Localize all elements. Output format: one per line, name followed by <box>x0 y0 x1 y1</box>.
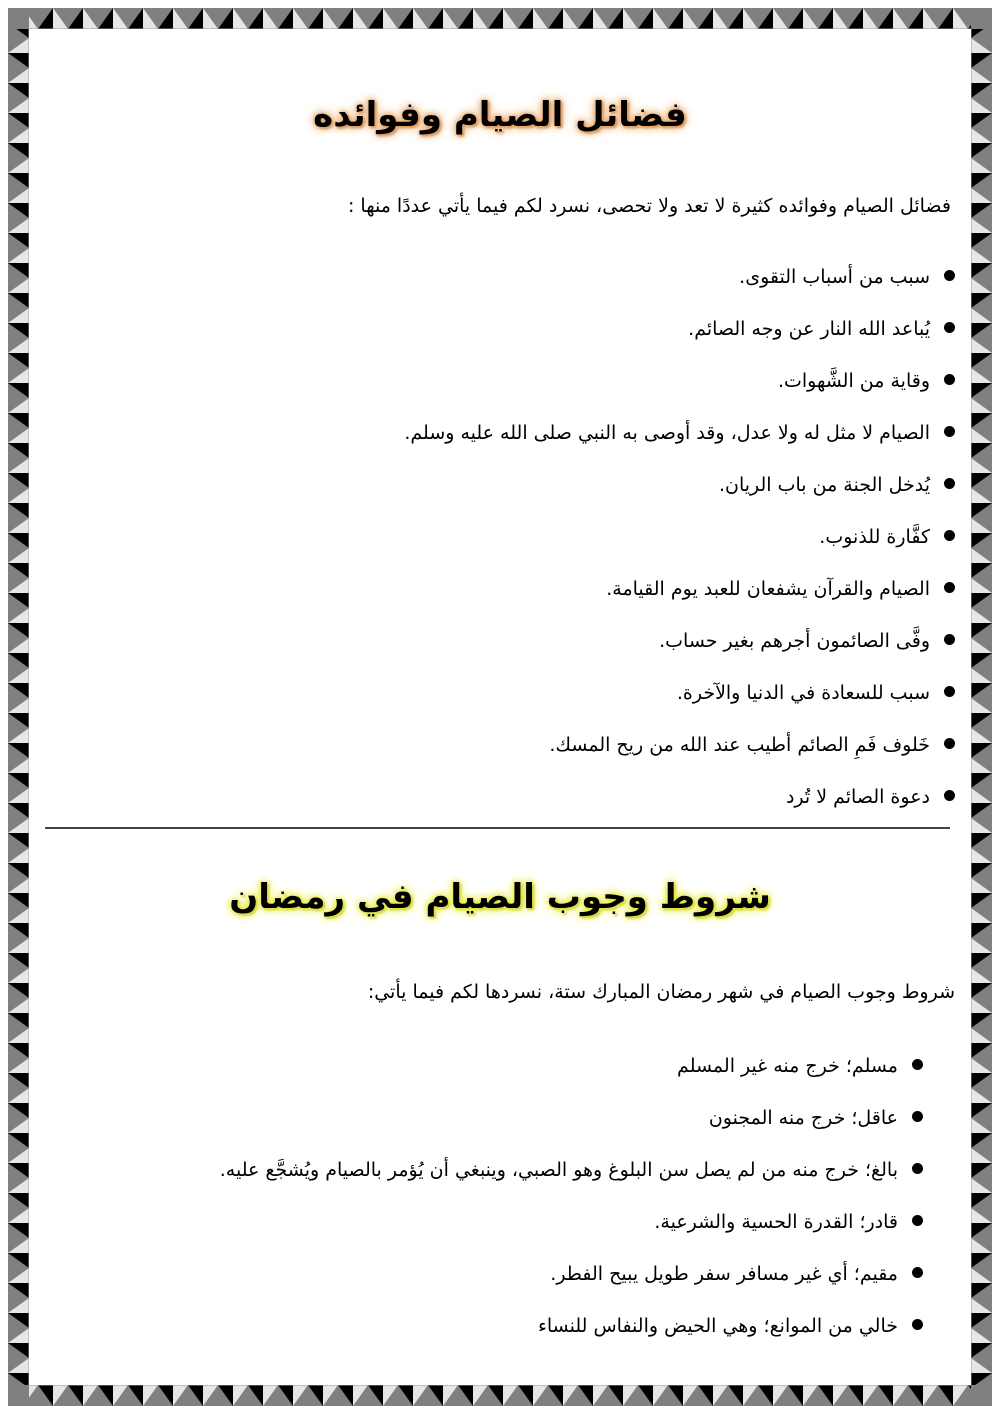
bullet-icon <box>944 634 955 645</box>
virtues-list <box>404 251 955 823</box>
list-item: دعوة الصائم لا تُرد <box>404 771 955 823</box>
list-item: عاقل؛ خرج منه المجنون <box>220 1092 923 1144</box>
list-item: قادر؛ القدرة الحسية والشرعية. <box>220 1196 923 1248</box>
list-item: بالغ؛ خرج منه من لم يصل سن البلوغ وهو الصبي، وينبغي أن يُؤمر بالصيام ويُشجَّع عليه. <box>220 1144 923 1196</box>
bullet-icon <box>912 1215 923 1226</box>
list-item: يُدخل الجنة من باب الريان. <box>404 459 955 511</box>
list-item: مسلم؛ خرج منه غير المسلم <box>220 1040 923 1092</box>
bullet-icon <box>944 270 955 281</box>
list-item: خَلوف فَمِ الصائم أطيب عند الله من ريح المسك. <box>404 719 955 771</box>
document-page <box>29 29 971 1385</box>
bullet-icon <box>944 582 955 593</box>
list-item: سبب للسعادة في الدنيا والآخرة. <box>404 667 955 719</box>
section-divider <box>45 827 950 829</box>
list-item: يُباعد الله النار عن وجه الصائم. <box>404 303 955 355</box>
bullet-icon <box>912 1059 923 1070</box>
bullet-icon <box>944 322 955 333</box>
bullet-icon <box>912 1267 923 1278</box>
list-item: سبب من أسباب التقوى. <box>404 251 955 303</box>
section-title-conditions: شروط وجوب الصيام في رمضان <box>229 877 771 917</box>
bullet-icon <box>944 478 955 489</box>
list-item: كفَّارة للذنوب. <box>404 511 955 563</box>
bullet-icon <box>912 1319 923 1330</box>
list-item: مقيم؛ أي غير مسافر سفر طويل يبيح الفطر. <box>220 1248 923 1300</box>
bullet-icon <box>912 1163 923 1174</box>
list-item: الصيام والقرآن يشفعان للعبد يوم القيامة. <box>404 563 955 615</box>
list-item: خالي من الموانع؛ وهي الحيض والنفاس للنساء <box>220 1300 923 1352</box>
bullet-icon <box>944 738 955 749</box>
section-intro-virtues: فضائل الصيام وفوائده كثيرة لا تعد ولا تحصى، نسرد لكم فيما يأتي عددًا منها : <box>347 195 951 217</box>
section-intro-conditions: شروط وجوب الصيام في شهر رمضان المبارك ستة، نسردها لكم فيما يأتي: <box>367 981 955 1003</box>
bullet-icon <box>944 790 955 801</box>
bullet-icon <box>944 686 955 697</box>
list-item: وفَّى الصائمون أجرهم بغير حساب. <box>404 615 955 667</box>
bullet-icon <box>944 374 955 385</box>
list-item: الصيام لا مثل له ولا عدل، وقد أوصى به النبي صلى الله عليه وسلم. <box>404 407 955 459</box>
bullet-icon <box>944 426 955 437</box>
list-item: وقاية من الشَّهوات. <box>404 355 955 407</box>
bullet-icon <box>912 1111 923 1122</box>
section-title-virtues: فضائل الصيام وفوائده <box>313 95 687 135</box>
bullet-icon <box>944 530 955 541</box>
conditions-list <box>220 1040 923 1352</box>
